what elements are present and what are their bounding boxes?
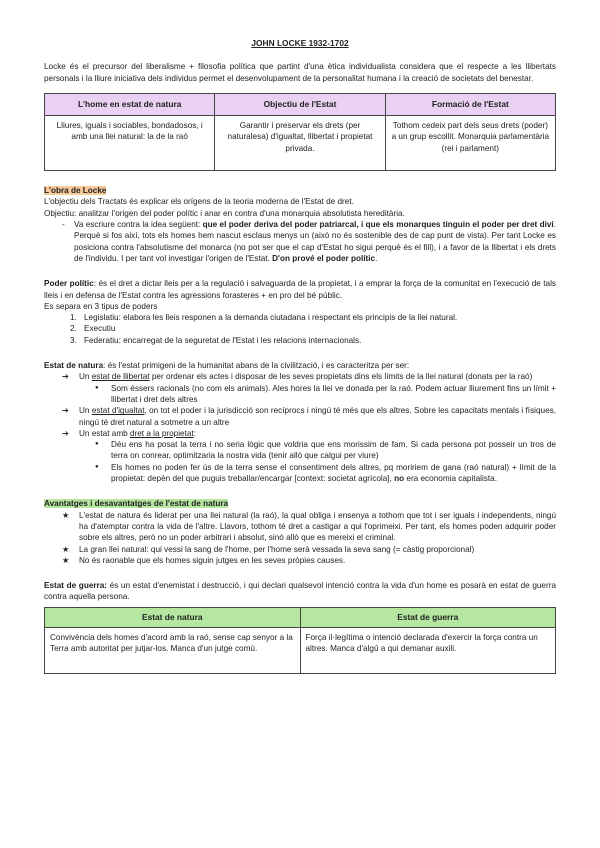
comparison-table — [44, 93, 556, 171]
star-icon: ★ — [62, 544, 70, 554]
section-estat-natura — [44, 360, 556, 484]
table-header-cell: Formació de l'Estat — [385, 93, 555, 115]
estat-list — [62, 371, 556, 484]
list-item: ➔ Un estat de llibertat per ordenar els actes i disposar de les seves propietats dins els límits de la llei natural (donats per la raó) ● Som éssers racionals (no com els animals). Ales hores la llei ve donada per la raó. Podem actuar lliurement fins un límit + llibertat i dret dels altres — [62, 371, 556, 405]
star-icon: ★ — [62, 510, 70, 520]
list-item: ★ L'estat de natura és liderat per una llei natural (la raó), la qual obliga i ensenya a tothom que tot i ser iguals i independents, ningú ha d'atemptar contra la vida de l'altre. Llavors, tothom té dret a castigar a qui l'oprimeixi. Per tant, els homes poden adquirir poder sobre els altres, però no un poder arbitrari i absolut, sinó allò que es mereixi el criminal. — [62, 510, 556, 543]
list-item: 3. Federatiu: encarregat de la seguretat de l'Estat i les relacions internacionals. — [70, 335, 362, 345]
section-heading-obra: L'obra de Locke — [44, 186, 107, 196]
table-cell: Convivència dels homes d'acord amb la raó, sense cap senyor a la Terra amb autoritat per jutjar-los. Manca d'un jutge comú. — [45, 627, 301, 673]
natura-guerra-table — [44, 607, 556, 674]
intro-paragraph: Locke és el precursor del liberalisme + filosofia política que partint d'una ètica individualista considera que el respecte a les llibertats personals i la lliure iniciativa dels individus permet el desenvolupament de la personalitat humana i la creació de societats del benestar. — [44, 62, 556, 83]
list-item: 1. Legislatiu: elabora les lleis responen a la demanda ciutadana i respectant els principis de la llei natural. — [70, 313, 458, 323]
obra-line-1: L'objectiu dels Tractats és explicar els orígens de la teoria moderna de l'Estat de dret. — [44, 197, 354, 207]
section-avantatges — [44, 498, 556, 566]
sub-list — [95, 439, 556, 484]
table-row — [45, 116, 556, 171]
sub-list — [95, 383, 556, 406]
poder-list — [70, 312, 556, 346]
document-title: JOHN LOCKE 1932-1702 — [251, 38, 349, 48]
table-header-cell: Estat de guerra — [300, 607, 556, 627]
obra-list — [62, 219, 556, 264]
star-icon: ★ — [62, 555, 70, 565]
section-heading-avantatges: Avantatges i desavantatges de l'estat de natura — [44, 499, 229, 509]
list-item: ● Som éssers racionals (no com els animals). Ales hores la llei ve donada per la raó. Podem actuar lliurement fins un límit + llibertat i dret dels altres — [95, 383, 556, 406]
table-cell: Lliures, iguals i sociables, bondadosos, i amb una llei natural: la de la raó — [45, 116, 215, 171]
section-guerra — [44, 580, 556, 603]
list-item: ➔ Un estat d'igualtat, on tot el poder i la jurisdicció son recíprocs i ningú té més que els altres. Sobre les capacitats mentals i físiques, ningú té dret natural a sotmetre a un altre — [62, 406, 557, 427]
table-header-cell: Estat de natura — [45, 607, 301, 627]
table-header-row — [45, 93, 556, 115]
list-item: ● Els homes no poden fer ús de la terra sense el consentiment dels altres, pq moririem de gana (raó natural) + límit de la propietat: depèn del que puguis treballar/encargar [context: societat agrícola], no era economia capitalista. — [95, 462, 556, 485]
list-item: - Va escriure contra la idea següent: que el poder deriva del poder patriarcal, i que els monarques tinguin el poder per dret diví. Perquè si fos així, tots els homes hem nascut esclaus menys un (això no és sostenible des de cap punt de vista). Per tant Locke es posiciona contra l'absolutisme del monarca (no pot ser que el cap d'Estat ho sigui perquè és el fill), i a favor de la llibertat i els drets de l'individu. I per tant vol investigar l'origen de l'Estat. D'on prové el poder polític. — [62, 219, 556, 264]
guerra-paragraph: Estat de guerra: és un estat d'enemistat i destrucció, i qui declari qualsevol intenció contra la vida d'un home es posarà en estat de guerra contra aquella persona. — [44, 581, 556, 602]
list-item: ★ No és raonable que els homes siguin jutges en les seves pròpies causes. — [62, 555, 346, 565]
table-row — [45, 627, 556, 673]
table-cell: Força il·legítima o intenció declarada d'exercir la força contra un altres. Manca d'algú a qui demanar auxili. — [300, 627, 556, 673]
estat-paragraph: Estat de natura: és l'estat primigeni de la humanitat abans de la civilització, i es caracteritza per ser: — [44, 361, 410, 371]
arrow-icon: ➔ — [62, 372, 69, 382]
section-obra — [44, 185, 556, 264]
table-cell: Tothom cedeix part dels seus drets (poder) a un grup escollit. Monarquia parlamentària (rei i parlament) — [385, 116, 555, 171]
section-poder — [44, 278, 556, 346]
arrow-icon: ➔ — [62, 428, 69, 438]
avantatges-list — [62, 510, 556, 566]
poder-paragraph: Poder polític: és el dret a dictar lleis per a la regulació i salvaguarda de la propietat, i a emprar la força de la comunitat en l'execució de tals lleis i en defensa de l'Estat contra les agressions forasteres + en pro del bé públic. — [44, 279, 556, 300]
list-item: ★ La gran llei natural: qui vessi la sang de l'home, per l'home serà vessada la seva sang (= càstig proporcional) — [62, 544, 475, 554]
table-header-row — [45, 607, 556, 627]
obra-line-2: Objectiu: analitzar l'origen del poder polític i anar en contra d'una monarquia absolutista hereditària. — [44, 208, 405, 218]
arrow-icon: ➔ — [62, 406, 69, 416]
table-cell: Garantir i preservar els drets (per naturalesa) d'igualtat, llibertat i propietat privada. — [215, 116, 385, 171]
table-header-cell: Objectiu de l'Estat — [215, 93, 385, 115]
list-item: ➔ Un estat amb dret a la propietat: ● Déu ens ha posat la terra i no seria lògic que voldria que ens morissim de fam. Si cada persona pot posseir un tros de terra on conrear, optimitzaria la nostra vida (tenir allò que calgui per viure) ● Els homes no poden fer ús de la terra sense el consentiment dels altres, pq moririem de gana (raó natural) + límit de la propietat: depèn del que puguis treballar/encargar [context: societat agrícola], no era economia capitalista. — [62, 428, 556, 484]
list-item: ● Déu ens ha posat la terra i no seria lògic que voldria que ens morissim de fam. Si cada persona pot posseir un tros de terra on conrear, optimitzaria la nostra vida (tenir allò que calgui per viure) — [95, 439, 556, 462]
list-item: 2. Executiu — [70, 324, 116, 334]
table-header-cell: L'home en estat de natura — [45, 93, 215, 115]
poder-separa: Es separa en 3 tipus de poders — [44, 301, 158, 311]
